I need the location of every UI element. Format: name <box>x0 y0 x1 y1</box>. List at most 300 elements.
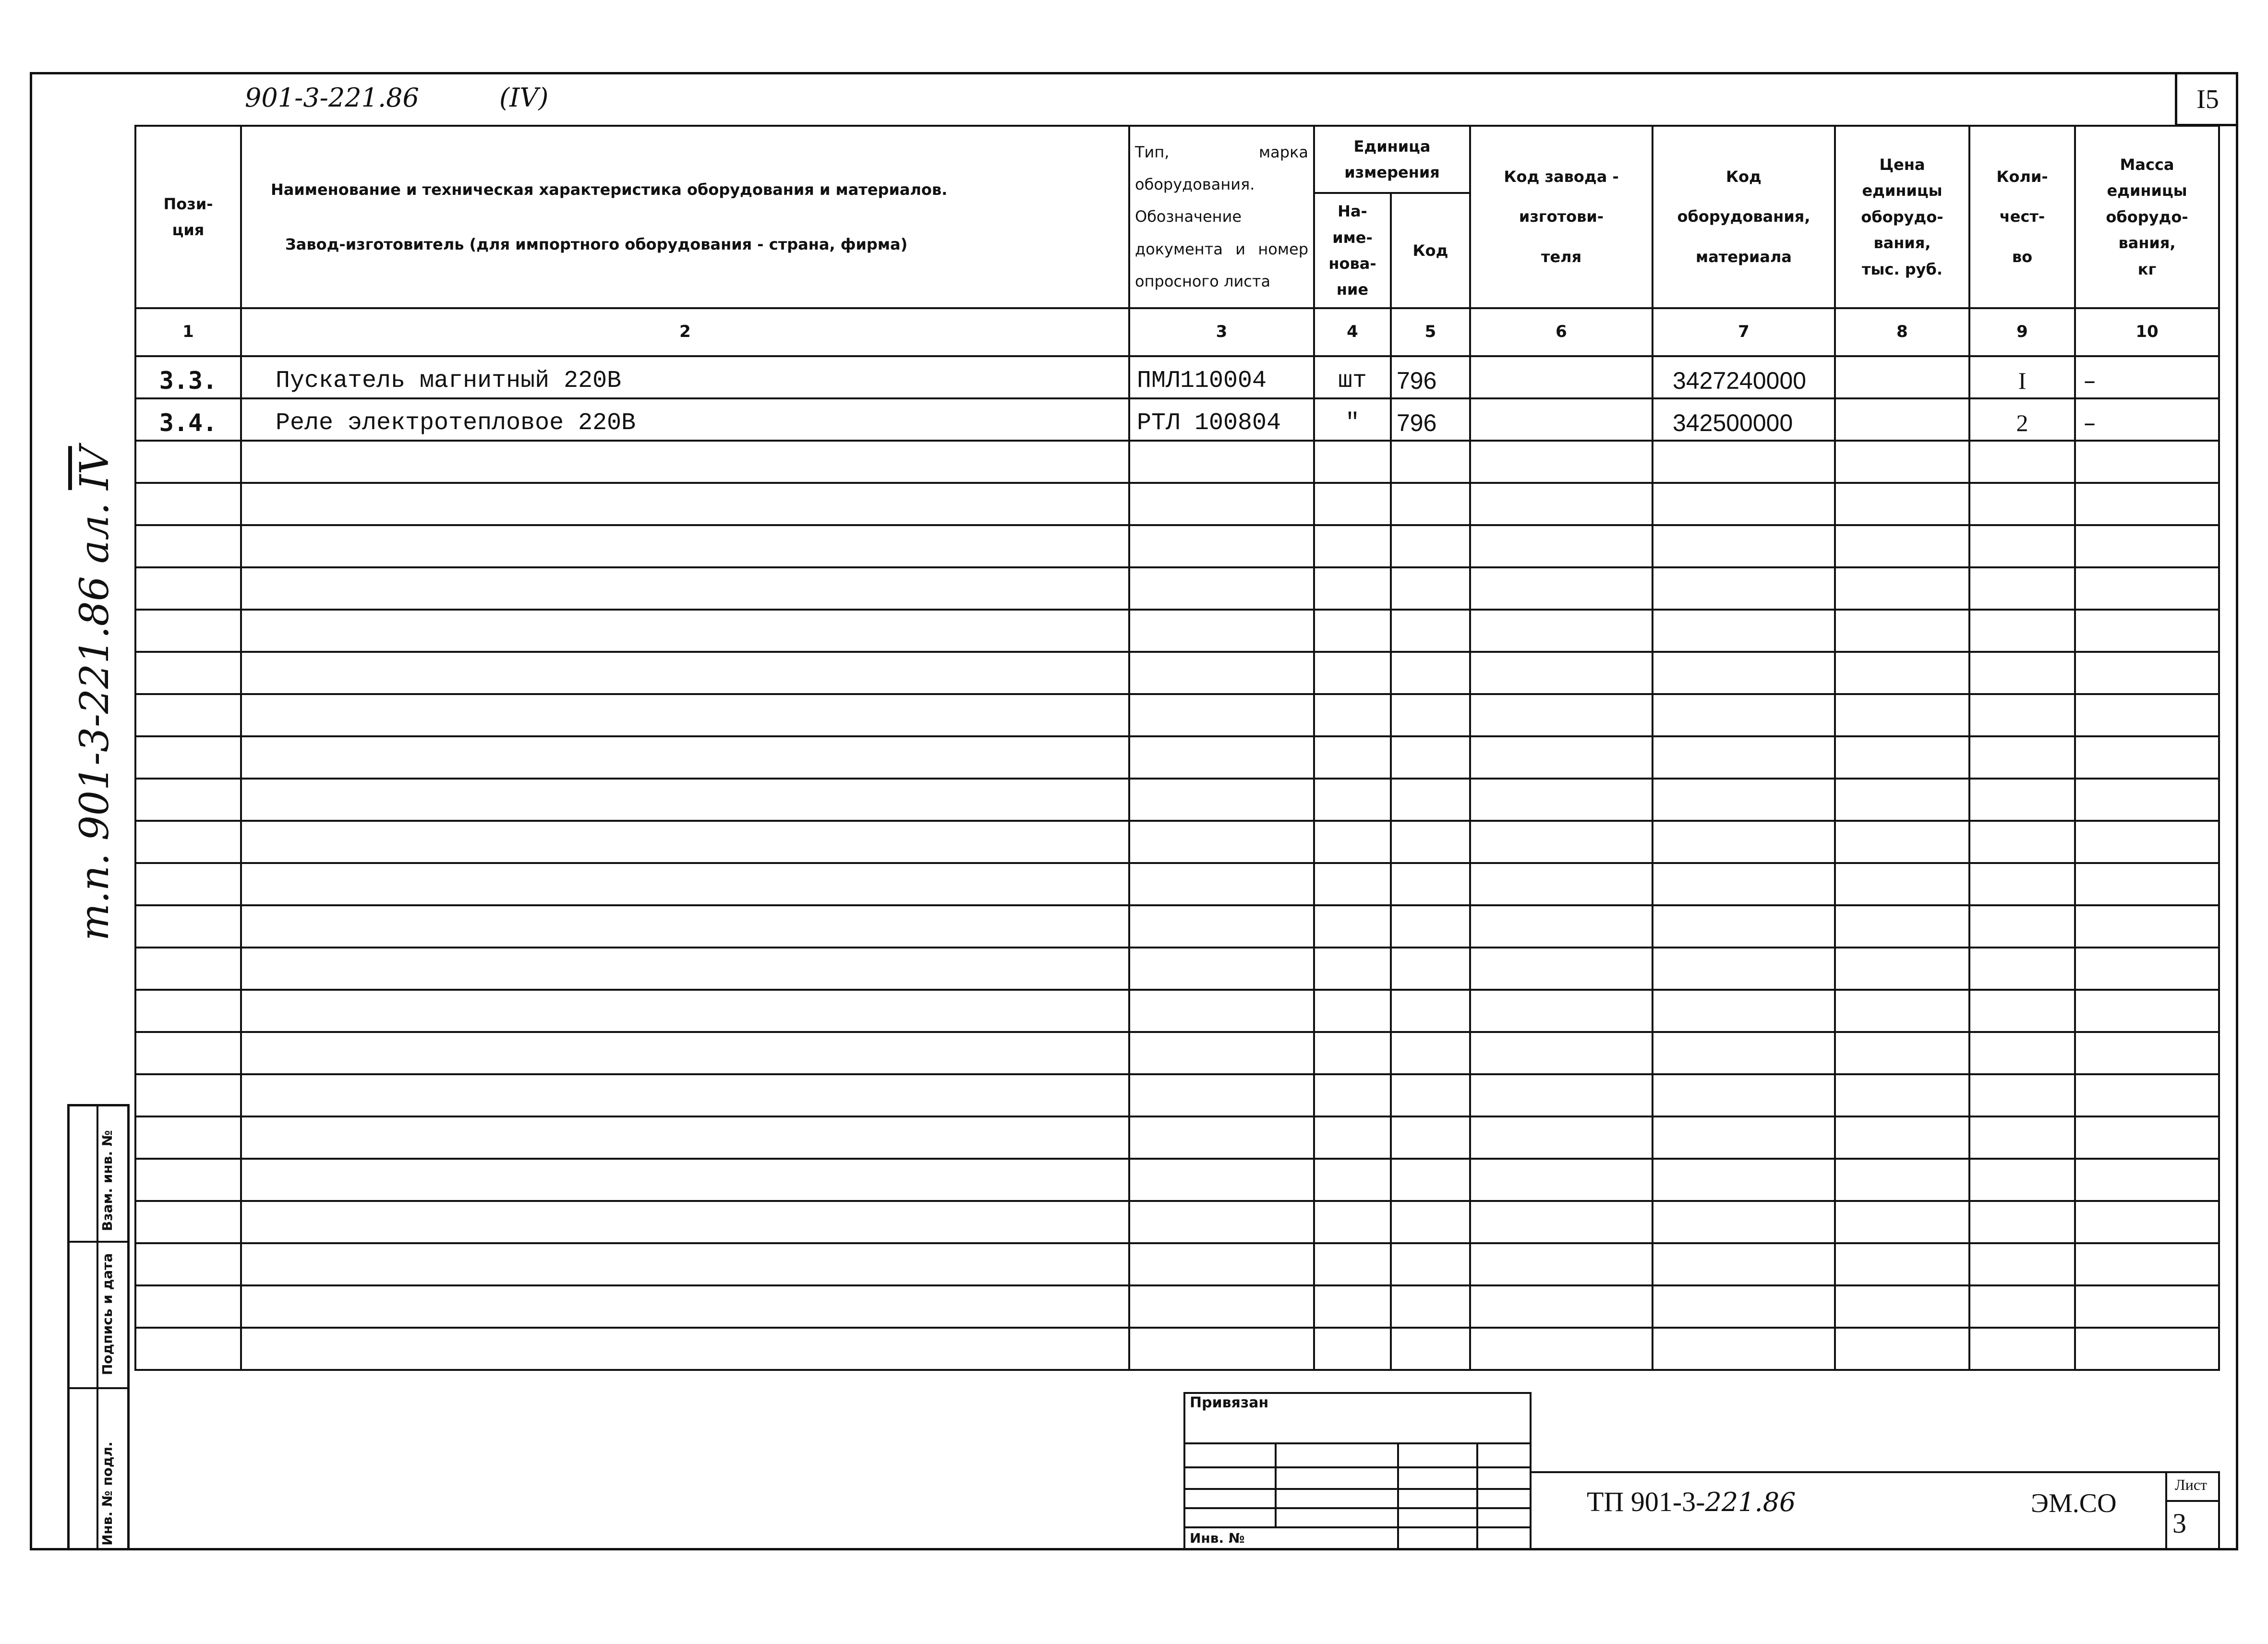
list-label: Лист <box>2175 1476 2208 1493</box>
table-cell-plant-code <box>1470 1159 1653 1201</box>
table-row <box>135 694 2219 736</box>
table-cell-name: Пускатель магнитный 220В <box>241 356 1129 398</box>
table-cell-name <box>241 863 1129 905</box>
table-cell-mass <box>2075 694 2219 736</box>
side-stamp-roman: $\overline{IV}$ <box>72 446 118 490</box>
table-cell-unit <box>1314 652 1391 694</box>
sheet-number: I5 <box>2175 74 2238 126</box>
table-cell-pos <box>135 525 241 567</box>
table-cell-name <box>241 1032 1129 1074</box>
table-cell-price <box>1835 610 1969 652</box>
table-cell-equip-code <box>1653 567 1835 610</box>
table-cell-qty <box>1969 821 2075 863</box>
table-cell-unit <box>1314 1116 1391 1159</box>
table-cell-unit <box>1314 694 1391 736</box>
tb-line <box>2218 1471 2220 1550</box>
table-cell-pos <box>135 779 241 821</box>
side-approval-box <box>67 1104 130 1550</box>
table-cell-unit <box>1314 610 1391 652</box>
table-cell-unit-code: 796 <box>1391 398 1470 441</box>
table-cell-unit-code <box>1391 652 1470 694</box>
table-cell-price <box>1835 398 1969 441</box>
table-cell-plant-code <box>1470 525 1653 567</box>
table-cell-plant-code <box>1470 441 1653 483</box>
table-cell-qty <box>1969 1243 2075 1285</box>
table-row <box>135 863 2219 905</box>
table-cell-equip-code <box>1653 821 1835 863</box>
table-row <box>135 1243 2219 1285</box>
tb-line <box>1532 1471 2218 1473</box>
table-cell-mass <box>2075 779 2219 821</box>
tb-line <box>1183 1442 1532 1444</box>
table-cell-qty <box>1969 610 2075 652</box>
table-cell-unit-code <box>1391 567 1470 610</box>
table-cell-plant-code <box>1470 356 1653 398</box>
table-cell-pos <box>135 990 241 1032</box>
table-cell-pos <box>135 1243 241 1285</box>
col-num: 2 <box>241 308 1129 356</box>
table-cell-unit-code <box>1391 1159 1470 1201</box>
table-row <box>135 1074 2219 1116</box>
table-cell-name <box>241 821 1129 863</box>
col-header-6-text: Код завода - изготови- теля <box>1504 168 1619 266</box>
table-cell-unit <box>1314 990 1391 1032</box>
col-header-9-text: Коли- чест- во <box>1996 168 2048 266</box>
table-cell-equip-code <box>1653 779 1835 821</box>
table-cell-pos <box>135 736 241 779</box>
table-cell-name <box>241 525 1129 567</box>
table-cell-type: РТЛ 100804 <box>1129 398 1314 441</box>
table-cell-equip-code <box>1653 525 1835 567</box>
table-cell-name <box>241 1159 1129 1201</box>
table-cell-plant-code <box>1470 905 1653 948</box>
table-row <box>135 905 2219 948</box>
table-cell-unit-code <box>1391 441 1470 483</box>
table-cell-mass <box>2075 1243 2219 1285</box>
table-row <box>135 567 2219 610</box>
table-cell-qty: I <box>1969 356 2075 398</box>
col-header-2 <box>241 126 1129 308</box>
table-cell-plant-code <box>1470 1243 1653 1285</box>
table-cell-qty <box>1969 736 2075 779</box>
table-cell-name <box>241 567 1129 610</box>
table-cell-pos <box>135 1201 241 1243</box>
table-cell-unit-code <box>1391 990 1470 1032</box>
table-cell-mass <box>2075 1285 2219 1328</box>
table-cell-mass <box>2075 1328 2219 1370</box>
table-cell-unit <box>1314 948 1391 990</box>
project-code: 901-3-221.86 <box>245 83 419 113</box>
table-cell-qty <box>1969 525 2075 567</box>
table-cell-equip-code <box>1653 483 1835 525</box>
table-row <box>135 398 2219 441</box>
table-cell-name <box>241 441 1129 483</box>
table-cell-mass <box>2075 483 2219 525</box>
side-box-line <box>70 1387 127 1389</box>
col-num: 5 <box>1391 308 1470 356</box>
side-label-inv: Инв. № подл. <box>99 1441 115 1546</box>
table-cell-name <box>241 736 1129 779</box>
table-cell-plant-code <box>1470 567 1653 610</box>
table-cell-price <box>1835 1328 1969 1370</box>
table-cell-unit-code <box>1391 1032 1470 1074</box>
table-cell-price <box>1835 567 1969 610</box>
table-cell-pos: 3.4. <box>135 398 241 441</box>
table-cell-price <box>1835 652 1969 694</box>
side-box-divider <box>97 1106 98 1548</box>
col-header-10 <box>2075 126 2219 308</box>
unit-group-header <box>1314 126 1470 193</box>
table-cell-type <box>1129 821 1314 863</box>
table-row <box>135 356 2219 398</box>
table-cell-type <box>1129 694 1314 736</box>
table-cell-type <box>1129 779 1314 821</box>
table-cell-qty <box>1969 1328 2075 1370</box>
table-cell-type <box>1129 863 1314 905</box>
table-cell-qty <box>1969 1074 2075 1116</box>
table-cell-name <box>241 1201 1129 1243</box>
table-cell-plant-code <box>1470 652 1653 694</box>
table-cell-equip-code <box>1653 610 1835 652</box>
table-cell-plant-code <box>1470 948 1653 990</box>
table-cell-unit <box>1314 441 1391 483</box>
unit-group-text: Единица измерения <box>1344 137 1440 181</box>
table-cell-type <box>1129 441 1314 483</box>
table-cell-price <box>1835 1032 1969 1074</box>
table-cell-plant-code <box>1470 694 1653 736</box>
table-cell-type <box>1129 1285 1314 1328</box>
table-cell-type <box>1129 652 1314 694</box>
table-cell-pos <box>135 441 241 483</box>
table-cell-pos <box>135 1159 241 1201</box>
table-cell-price <box>1835 905 1969 948</box>
col-num: 1 <box>135 308 241 356</box>
table-cell-equip-code <box>1653 990 1835 1032</box>
table-cell-pos <box>135 1116 241 1159</box>
doc-code-prefix: ТП 901-3- <box>1587 1486 1705 1517</box>
table-cell-name <box>241 948 1129 990</box>
table-cell-equip-code <box>1653 1159 1835 1201</box>
tb-line <box>1476 1442 1478 1550</box>
list-number: 3 <box>2172 1508 2186 1539</box>
table-cell-unit-code <box>1391 1201 1470 1243</box>
col-header-1-text: Пози- ция <box>163 194 213 239</box>
table-cell-mass <box>2075 990 2219 1032</box>
table-cell-unit <box>1314 1159 1391 1201</box>
tb-line <box>2165 1500 2218 1502</box>
table-cell-name <box>241 694 1129 736</box>
table-cell-pos <box>135 652 241 694</box>
table-cell-pos <box>135 905 241 948</box>
table-cell-unit-code <box>1391 694 1470 736</box>
table-row <box>135 1032 2219 1074</box>
table-cell-mass: – <box>2075 398 2219 441</box>
col-header-7 <box>1653 126 1835 308</box>
table-cell-type <box>1129 736 1314 779</box>
table-cell-name <box>241 905 1129 948</box>
col-num: 3 <box>1129 308 1314 356</box>
table-cell-plant-code <box>1470 779 1653 821</box>
table-cell-qty <box>1969 905 2075 948</box>
table-cell-unit-code <box>1391 525 1470 567</box>
table-cell-equip-code <box>1653 652 1835 694</box>
table-row <box>135 441 2219 483</box>
table-cell-unit <box>1314 1201 1391 1243</box>
table-cell-unit-code <box>1391 863 1470 905</box>
table-cell-pos <box>135 567 241 610</box>
table-cell-unit-code <box>1391 905 1470 948</box>
table-row <box>135 1116 2219 1159</box>
table-cell-unit-code <box>1391 1328 1470 1370</box>
header-row <box>135 126 2219 193</box>
table-cell-mass <box>2075 525 2219 567</box>
table-cell-qty <box>1969 948 2075 990</box>
table-cell-type <box>1129 1074 1314 1116</box>
table-cell-name <box>241 990 1129 1032</box>
col-num: 4 <box>1314 308 1391 356</box>
table-cell-equip-code <box>1653 694 1835 736</box>
table-cell-type <box>1129 1201 1314 1243</box>
table-cell-qty <box>1969 1032 2075 1074</box>
col-header-4-text: На- име- нова- ние <box>1328 202 1376 299</box>
table-cell-plant-code <box>1470 483 1653 525</box>
doc-code-suffix: 221.86 <box>1705 1487 1796 1517</box>
table-cell-unit-code <box>1391 483 1470 525</box>
col-header-3-text: Тип, марка оборудования. Обозначение документа и номер опросного листа <box>1135 143 1308 290</box>
table-cell-type <box>1129 525 1314 567</box>
col-num: 6 <box>1470 308 1653 356</box>
table-cell-name: Реле электротепловое 220В <box>241 398 1129 441</box>
table-cell-unit <box>1314 736 1391 779</box>
tb-line <box>1397 1442 1399 1550</box>
col-header-9 <box>1969 126 2075 308</box>
table-cell-qty <box>1969 779 2075 821</box>
col-header-2-line1: Наименование и техническая характеристика оборудования и материалов. <box>271 180 948 199</box>
table-cell-type: ПМЛ110004 <box>1129 356 1314 398</box>
table-cell-name <box>241 1116 1129 1159</box>
table-cell-unit: шт <box>1314 356 1391 398</box>
table-cell-type <box>1129 990 1314 1032</box>
tb-line <box>1183 1507 1532 1509</box>
table-cell-plant-code <box>1470 1032 1653 1074</box>
table-cell-mass <box>2075 821 2219 863</box>
table-cell-qty <box>1969 1285 2075 1328</box>
table-cell-equip-code: 3427240000 <box>1653 356 1835 398</box>
table-row <box>135 652 2219 694</box>
table-row <box>135 1328 2219 1370</box>
table-cell-equip-code <box>1653 736 1835 779</box>
col-header-6 <box>1470 126 1653 308</box>
tb-line <box>1275 1442 1277 1526</box>
table-row <box>135 610 2219 652</box>
table-cell-mass <box>2075 905 2219 948</box>
table-cell-mass <box>2075 610 2219 652</box>
side-box-line <box>70 1241 127 1243</box>
column-number-row <box>135 308 2219 356</box>
table-cell-mass <box>2075 441 2219 483</box>
table-cell-unit <box>1314 525 1391 567</box>
side-vertical-stamp <box>72 446 118 941</box>
col-header-4 <box>1314 193 1391 308</box>
table-cell-unit <box>1314 863 1391 905</box>
table-cell-pos <box>135 1328 241 1370</box>
table-cell-plant-code <box>1470 398 1653 441</box>
table-cell-equip-code <box>1653 863 1835 905</box>
table-cell-price <box>1835 483 1969 525</box>
table-cell-unit <box>1314 779 1391 821</box>
table-cell-price <box>1835 1159 1969 1201</box>
table-cell-unit-code <box>1391 610 1470 652</box>
table-cell-pos <box>135 863 241 905</box>
table-cell-pos <box>135 948 241 990</box>
table-cell-qty <box>1969 1116 2075 1159</box>
table-cell-price <box>1835 1116 1969 1159</box>
table-cell-unit <box>1314 821 1391 863</box>
table-cell-mass <box>2075 1032 2219 1074</box>
table-cell-plant-code <box>1470 990 1653 1032</box>
table-cell-unit-code <box>1391 1243 1470 1285</box>
document-mark: ЭМ.СО <box>2031 1488 2117 1518</box>
col-header-5 <box>1391 193 1470 308</box>
table-cell-mass <box>2075 567 2219 610</box>
table-row <box>135 779 2219 821</box>
table-cell-mass <box>2075 1201 2219 1243</box>
table-cell-pos <box>135 1285 241 1328</box>
table-cell-name <box>241 483 1129 525</box>
table-cell-price <box>1835 1201 1969 1243</box>
table-body <box>135 356 2219 1370</box>
table-cell-equip-code <box>1653 1328 1835 1370</box>
col-num: 8 <box>1835 308 1969 356</box>
table-cell-qty <box>1969 694 2075 736</box>
table-cell-type <box>1129 567 1314 610</box>
col-num: 9 <box>1969 308 2075 356</box>
tb-line <box>2165 1471 2167 1550</box>
table-cell-unit-code <box>1391 736 1470 779</box>
table-cell-pos <box>135 694 241 736</box>
inv-label: Инв. № <box>1190 1530 1245 1546</box>
table-cell-equip-code <box>1653 1116 1835 1159</box>
table-cell-unit <box>1314 483 1391 525</box>
table-cell-pos <box>135 1074 241 1116</box>
table-cell-unit <box>1314 1328 1391 1370</box>
table-cell-price <box>1835 821 1969 863</box>
table-cell-plant-code <box>1470 821 1653 863</box>
col-header-5-text: Код <box>1412 241 1448 260</box>
table-cell-qty <box>1969 483 2075 525</box>
album-number: (IV) <box>499 83 549 113</box>
table-cell-plant-code <box>1470 863 1653 905</box>
table-cell-equip-code <box>1653 1285 1835 1328</box>
table-cell-mass <box>2075 1074 2219 1116</box>
table-cell-pos <box>135 483 241 525</box>
col-header-2-line2: Завод-изготовитель (для импортного оборудования - страна, фирма) <box>285 235 908 253</box>
document-code <box>1587 1486 1796 1518</box>
table-cell-equip-code <box>1653 441 1835 483</box>
side-label-podpis: Подпись и дата <box>99 1253 115 1375</box>
table-cell-price <box>1835 1074 1969 1116</box>
table-cell-equip-code <box>1653 948 1835 990</box>
col-num: 7 <box>1653 308 1835 356</box>
table-cell-unit-code: 796 <box>1391 356 1470 398</box>
table-cell-type <box>1129 1328 1314 1370</box>
table-cell-unit <box>1314 567 1391 610</box>
table-cell-name <box>241 1285 1129 1328</box>
table-cell-mass <box>2075 652 2219 694</box>
table-row <box>135 821 2219 863</box>
table-row <box>135 1159 2219 1201</box>
table-cell-equip-code: 342500000 <box>1653 398 1835 441</box>
table-cell-equip-code <box>1653 1074 1835 1116</box>
table-cell-pos: 3.3. <box>135 356 241 398</box>
table-cell-type <box>1129 1159 1314 1201</box>
table-cell-type <box>1129 905 1314 948</box>
table-cell-mass <box>2075 863 2219 905</box>
table-row <box>135 1285 2219 1328</box>
table-cell-name <box>241 610 1129 652</box>
col-header-8 <box>1835 126 1969 308</box>
table-cell-mass <box>2075 736 2219 779</box>
table-cell-name <box>241 779 1129 821</box>
table-cell-unit-code <box>1391 1285 1470 1328</box>
table-cell-price <box>1835 990 1969 1032</box>
table-cell-qty <box>1969 652 2075 694</box>
table-cell-unit <box>1314 905 1391 948</box>
tb-line <box>1183 1488 1532 1490</box>
specification-table <box>134 125 2220 1371</box>
table-row <box>135 948 2219 990</box>
table-row <box>135 525 2219 567</box>
privyazan-label: Привязан <box>1190 1394 1269 1411</box>
table-cell-type <box>1129 1032 1314 1074</box>
table-row <box>135 736 2219 779</box>
col-header-7-text: Код оборудования, материала <box>1677 168 1810 266</box>
table-cell-qty <box>1969 1201 2075 1243</box>
table-cell-unit: " <box>1314 398 1391 441</box>
table-cell-price <box>1835 1243 1969 1285</box>
table-cell-price <box>1835 694 1969 736</box>
table-cell-qty <box>1969 863 2075 905</box>
tb-line <box>1183 1466 1532 1468</box>
table-cell-qty <box>1969 990 2075 1032</box>
table-cell-plant-code <box>1470 1116 1653 1159</box>
table-cell-type <box>1129 483 1314 525</box>
table-cell-mass <box>2075 1116 2219 1159</box>
table-cell-price <box>1835 356 1969 398</box>
table-cell-qty: 2 <box>1969 398 2075 441</box>
table-cell-plant-code <box>1470 1201 1653 1243</box>
table-cell-price <box>1835 441 1969 483</box>
table-cell-qty <box>1969 441 2075 483</box>
table-cell-unit-code <box>1391 821 1470 863</box>
col-header-8-text: Цена единицы оборудо- вания, тыс. руб. <box>1861 156 1943 278</box>
table-cell-name <box>241 652 1129 694</box>
table-cell-unit-code <box>1391 1074 1470 1116</box>
table-cell-type <box>1129 610 1314 652</box>
tb-line <box>1183 1526 1532 1528</box>
table-cell-plant-code <box>1470 1074 1653 1116</box>
table-row <box>135 1201 2219 1243</box>
table-cell-unit <box>1314 1243 1391 1285</box>
table-cell-qty <box>1969 1159 2075 1201</box>
table-cell-name <box>241 1328 1129 1370</box>
table-cell-type <box>1129 1116 1314 1159</box>
table-row <box>135 990 2219 1032</box>
table-cell-equip-code <box>1653 905 1835 948</box>
table-cell-unit <box>1314 1285 1391 1328</box>
table-cell-type <box>1129 948 1314 990</box>
table-cell-plant-code <box>1470 736 1653 779</box>
